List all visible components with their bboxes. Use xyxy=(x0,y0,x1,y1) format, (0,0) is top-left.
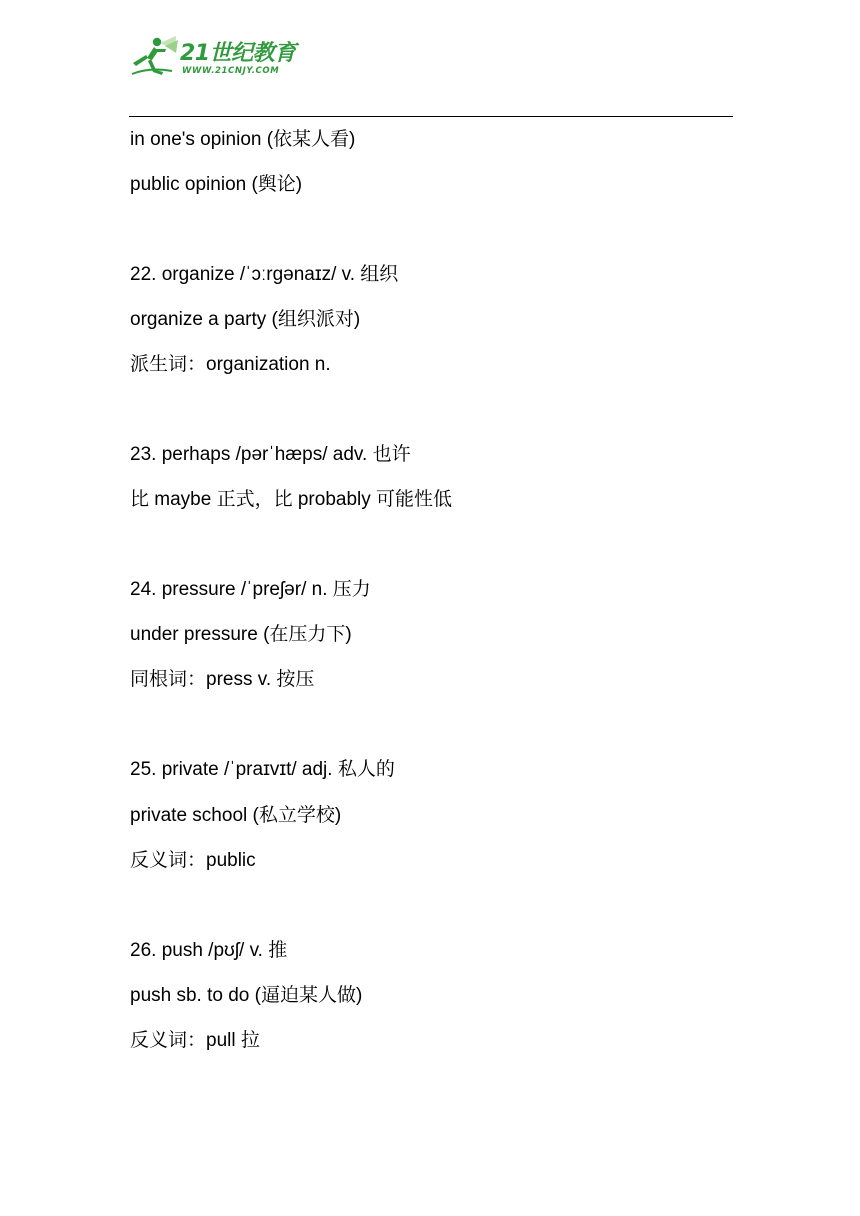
phrase-line: under pressure (在压力下) xyxy=(130,624,352,645)
entry-heading: 24. pressure /ˈpreʃər/ n. 压力 xyxy=(130,579,371,600)
note-line: 反义词：public xyxy=(130,850,256,871)
phrase-line: public opinion (舆论) xyxy=(130,174,303,195)
entry-heading: 25. private /ˈpraɪvɪt/ adj. 私人的 xyxy=(130,759,395,780)
phrase-line: in one's opinion (依某人看) xyxy=(130,129,356,150)
running-figure-icon xyxy=(130,34,182,80)
note-line: 反义词：pull 拉 xyxy=(130,1030,260,1051)
entry-heading: 26. push /pʊʃ/ v. 推 xyxy=(130,940,288,961)
phrase-line: private school (私立学校) xyxy=(130,805,342,826)
site-logo xyxy=(130,34,300,80)
note-line: 同根词：press v. 按压 xyxy=(130,669,315,690)
header-divider xyxy=(129,116,733,117)
note-line: 比 maybe 正式，比 probably 可能性低 xyxy=(130,489,453,510)
entry-heading: 23. perhaps /pərˈhæps/ adv. 也许 xyxy=(130,444,411,465)
note-line: 派生词：organization n. xyxy=(130,354,331,375)
entry-heading: 22. organize /ˈɔːrɡənaɪz/ v. 组织 xyxy=(130,264,399,285)
page-header xyxy=(0,0,860,118)
phrase-line: push sb. to do (逼迫某人做) xyxy=(130,985,363,1006)
logo-url-text: WWW.21CNJY.COM xyxy=(182,66,280,76)
phrase-line: organize a party (组织派对) xyxy=(130,309,361,330)
logo-brand-text: 21世纪教育 xyxy=(180,41,296,66)
